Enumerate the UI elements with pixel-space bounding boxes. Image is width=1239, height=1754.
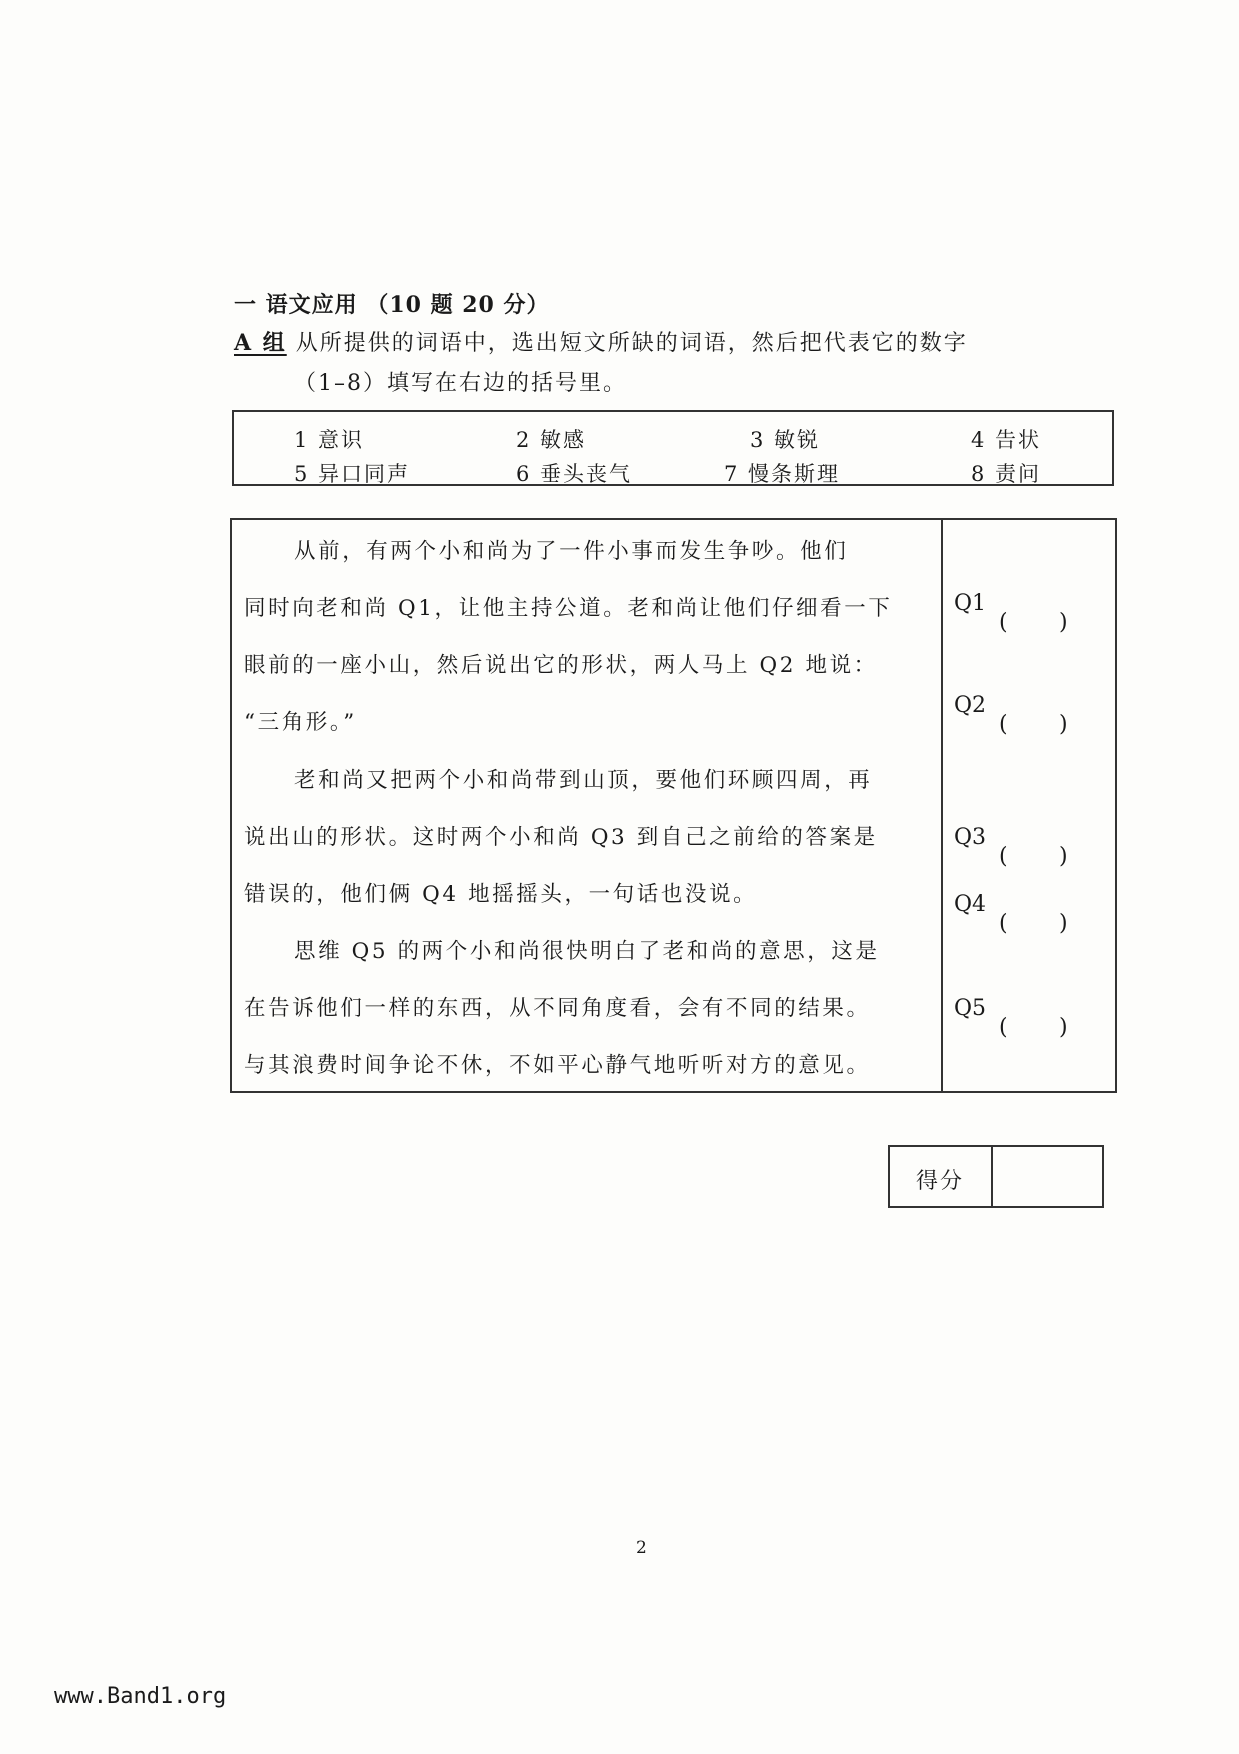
word-option: 1 意识 [294, 428, 365, 452]
answer-q3[interactable] [954, 825, 1073, 869]
question-label: Q1 [954, 591, 987, 616]
question-label: Q4 [954, 892, 987, 917]
passage-line: 老和尚又把两个小和尚带到山顶，要他们环顾四周，再 [294, 768, 873, 793]
score-box [888, 1145, 1104, 1208]
close-paren: ) [1059, 1015, 1068, 1040]
close-paren: ) [1059, 911, 1068, 936]
close-paren: ) [1059, 610, 1068, 635]
word-option: 3 敏锐 [750, 428, 821, 452]
watermark: www.Band1.org [54, 1684, 227, 1709]
open-paren: ( [999, 610, 1008, 635]
word-option: 5 异口同声 [294, 462, 411, 486]
passage-line: 说出山的形状。这时两个小和尚 Q3 到自己之前给的答案是 [244, 825, 878, 850]
passage-line: 从前，有两个小和尚为了一件小事而发生争吵。他们 [294, 539, 849, 564]
close-paren: ) [1059, 712, 1068, 737]
passage-table [230, 518, 1117, 1093]
answer-q4[interactable] [954, 892, 1073, 936]
answer-q2[interactable] [954, 693, 1073, 737]
instruction-text: 从所提供的词语中，选出短文所缺的词语，然后把代表它的数字 [295, 331, 968, 356]
passage-line: 与其浪费时间争论不休，不如平心静气地听听对方的意见。 [244, 1053, 871, 1078]
open-paren: ( [999, 911, 1008, 936]
word-bank-box [232, 410, 1114, 486]
passage-line: 同时向老和尚 Q1，让他主持公道。老和尚让他们仔细看一下 [244, 596, 893, 621]
instruction-line-2: （1–8）填写在右边的括号里。 [294, 371, 627, 396]
open-paren: ( [999, 844, 1008, 869]
word-option: 4 告状 [971, 428, 1042, 452]
score-field[interactable] [991, 1147, 1102, 1206]
close-paren: ) [1059, 844, 1068, 869]
score-label: 得分 [916, 1169, 965, 1194]
word-option: 8 责问 [971, 462, 1042, 486]
passage-line: “三角形。” [244, 710, 357, 735]
passage-line: 眼前的一座小山，然后说出它的形状，两人马上 Q2 地说： [244, 653, 878, 678]
question-label: Q5 [954, 996, 987, 1021]
question-label: Q2 [954, 693, 987, 718]
word-option: 7 慢条斯理 [724, 462, 841, 486]
instruction-line-1 [234, 326, 968, 357]
word-option: 2 敏感 [516, 428, 587, 452]
group-label: A 组 [234, 330, 287, 356]
answer-q1[interactable] [954, 591, 1073, 635]
section-heading: 一 语文应用 （10 题 20 分） [234, 292, 550, 318]
open-paren: ( [999, 712, 1008, 737]
passage-line: 思维 Q5 的两个小和尚很快明白了老和尚的意思，这是 [294, 939, 880, 964]
page-number: 2 [636, 1538, 647, 1558]
open-paren: ( [999, 1015, 1008, 1040]
passage-line: 在告诉他们一样的东西，从不同角度看，会有不同的结果。 [244, 996, 871, 1021]
passage-line: 错误的，他们俩 Q4 地摇摇头，一句话也没说。 [244, 882, 758, 907]
question-label: Q3 [954, 825, 987, 850]
answer-q5[interactable] [954, 996, 1073, 1040]
column-divider [941, 520, 943, 1091]
word-option: 6 垂头丧气 [516, 462, 633, 486]
